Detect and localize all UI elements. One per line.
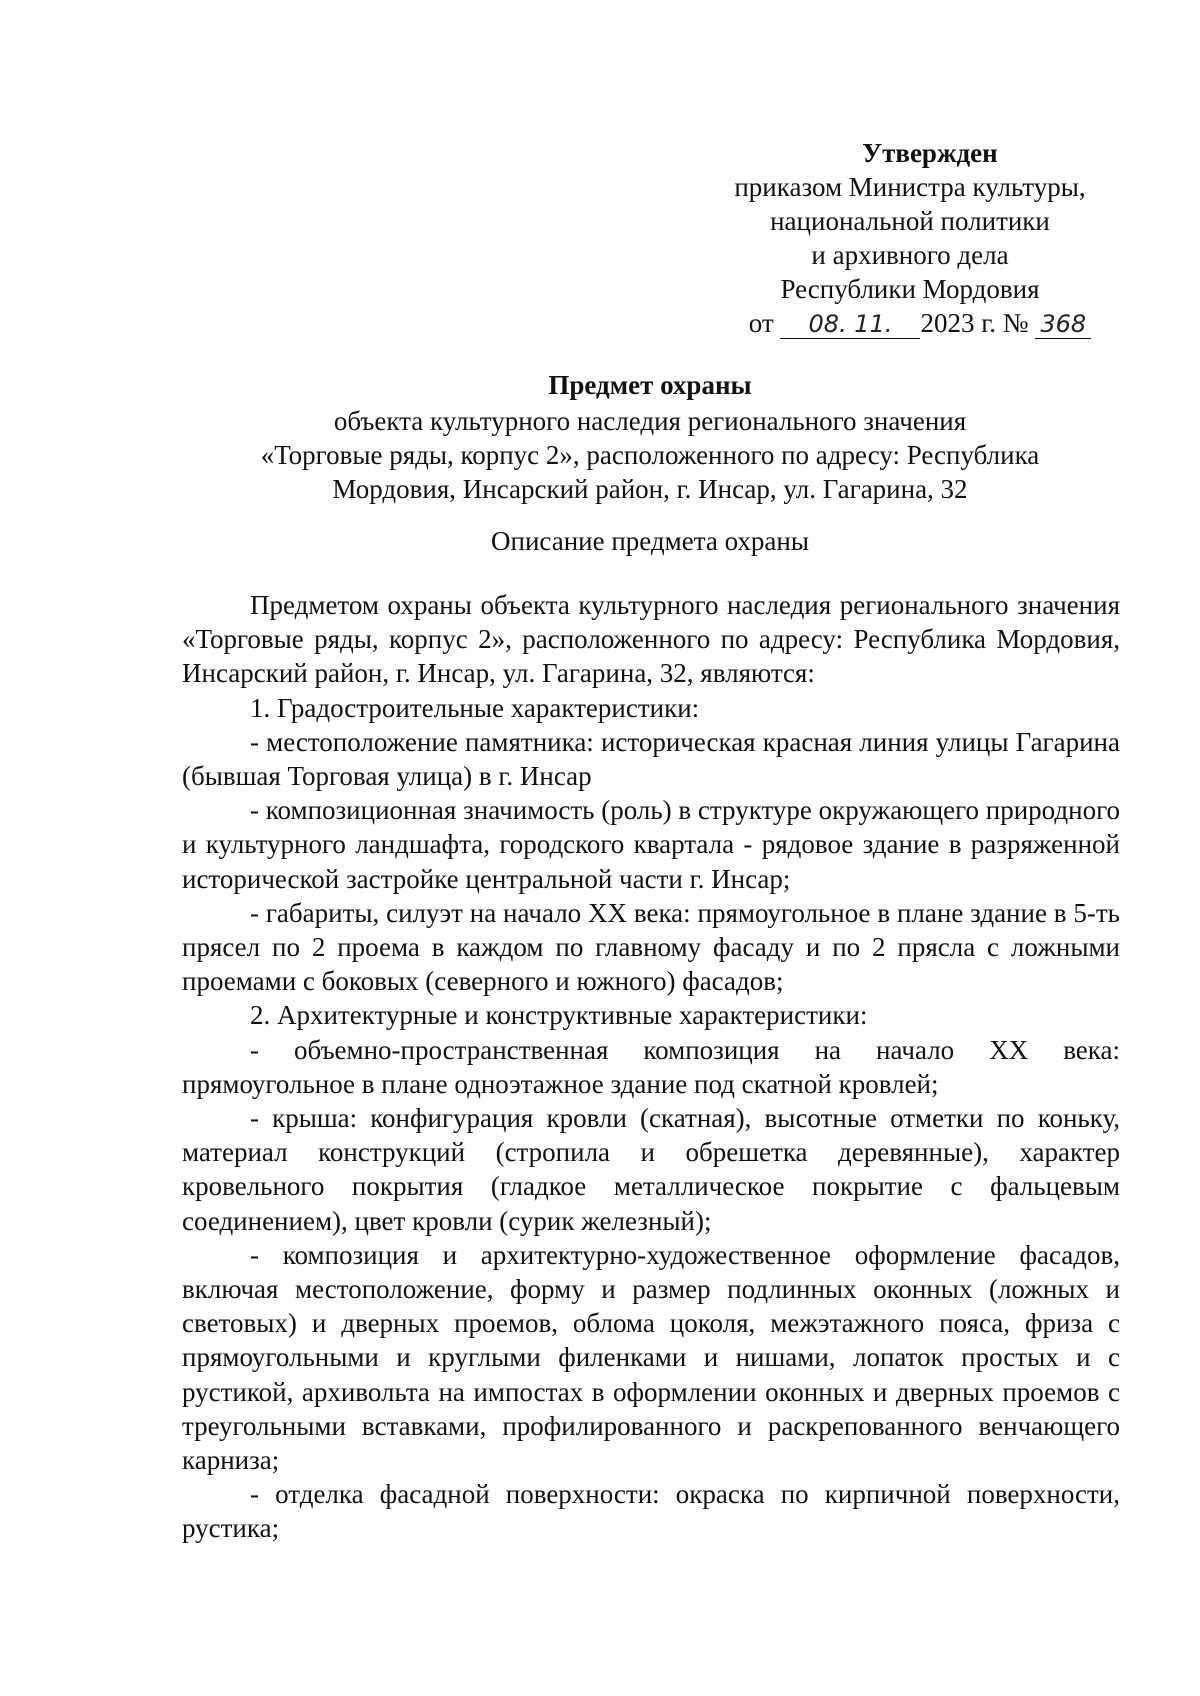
- body-paragraph: - композиционная значимость (роль) в структуре окружающего природного и культурного ландшафта, городского квартала - рядовое здание в разряженной исторической застройке центральной части г. Инсар;: [182, 795, 1120, 894]
- order-year: 2023 г. №: [920, 308, 1029, 338]
- document-title: Предмет охраны: [548, 370, 752, 400]
- order-line: [720, 306, 1120, 340]
- body-paragraph: - габариты, силуэт на начало XX века: прямоугольное в плане здание в 5-ть прясел по 2 проема в каждом по главному фасаду и по 2 прясла с ложными проемами с боковых (северного и южного) фасадов;: [182, 897, 1120, 997]
- title-line: «Торговые ряды, корпус 2», расположенного по адресу: Республика: [260, 440, 1040, 470]
- order-date-handwritten: 08. 11.: [780, 310, 920, 339]
- body-paragraph: 1. Градостроительные характеристики:: [250, 692, 700, 723]
- body-paragraph: Предметом охраны объекта культурного наследия регионального значения «Торговые ряды, корпус 2», расположенного по адресу: Республика Мордовия, Инсарский район, г. Инсар, ул. Гагарина, 32, являются:: [182, 590, 1120, 689]
- title-line: объекта культурного наследия регионального значения: [333, 406, 967, 436]
- body-paragraph: - местоположение памятника: историческая красная линия улицы Гагарина (бывшая Торговая улица) в г. Инсар: [182, 726, 1120, 792]
- approval-line: Республики Мордовия: [780, 274, 1040, 304]
- approval-line: и архивного дела: [811, 240, 1009, 270]
- section-subheading: Описание предмета охраны: [491, 526, 809, 556]
- document-title-block: [160, 368, 1140, 506]
- approval-line: национальной политики: [770, 206, 1050, 236]
- approval-block: [700, 136, 1120, 340]
- body-paragraph: 2. Архитектурные и конструктивные характеристики:: [250, 1000, 868, 1031]
- document-body: [182, 588, 1120, 1546]
- body-paragraph: - отделка фасадной поверхности: окраска по кирпичной поверхности, рустика;: [182, 1479, 1120, 1544]
- order-prefix: от: [748, 308, 774, 338]
- body-paragraph: - объемно-пространственная композиция на начало XX века: прямоугольное в плане одноэтажное здание под скатной кровлей;: [182, 1034, 1120, 1099]
- order-number-handwritten: 368: [1035, 310, 1091, 339]
- body-paragraph: - крыша: конфигурация кровли (скатная), высотные отметки по коньку, материал конструкций (стропила и обрешетка деревянные), характер кровельного покрытия (гладкое металлическое покрытие с фальцевым соединением), цвет кровли (сурик железный);: [182, 1103, 1120, 1236]
- approval-heading: Утвержден: [862, 138, 998, 168]
- title-line: Мордовия, Инсарский район, г. Инсар, ул. Гагарина, 32: [332, 474, 968, 504]
- body-paragraph: - композиция и архитектурно-художественное оформление фасадов, включая местоположение, форму и размер подлинных оконных (ложных и световых) и дверных проемов, облома цоколя, межэтажного пояса, фриза с прямоугольными и круглыми филенками и нишами, лопаток простых и с рустикой, архивольта на импостах в оформлении оконных и дверных проемов с треугольными вставками, профилированного и раскрепованного венчающего карниза;: [182, 1239, 1120, 1476]
- approval-line: приказом Министра культуры,: [734, 172, 1086, 202]
